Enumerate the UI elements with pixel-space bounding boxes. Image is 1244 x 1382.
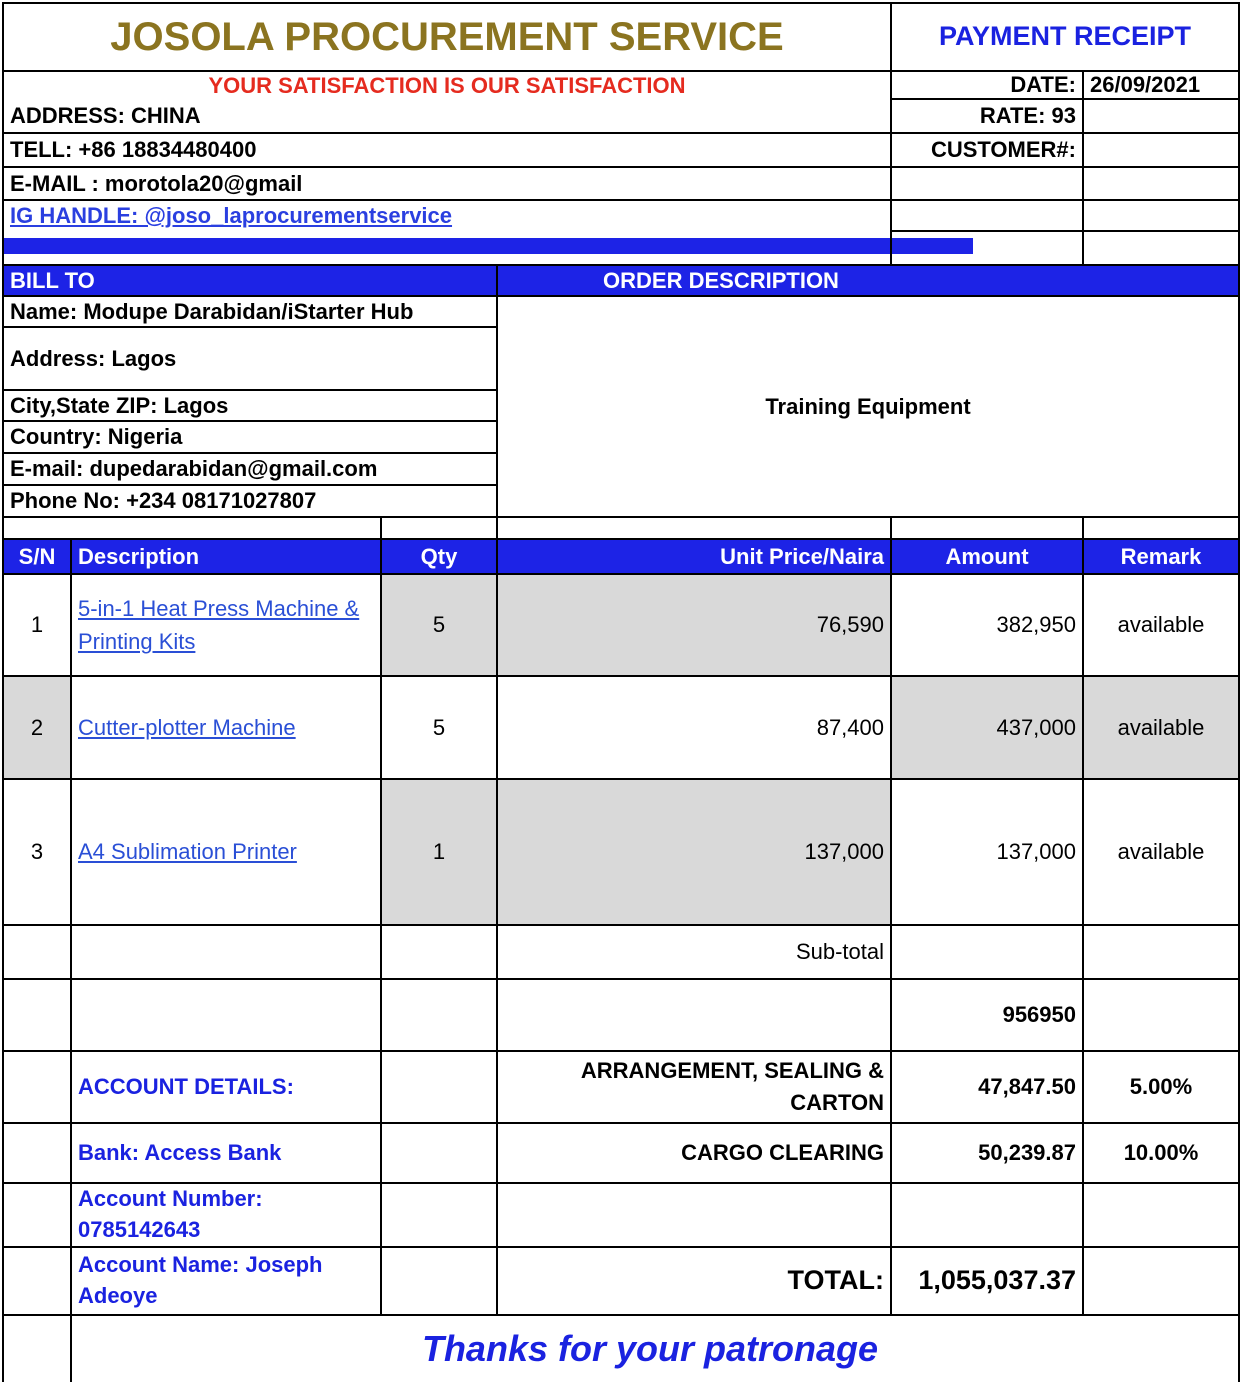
row3-remark: available: [1117, 839, 1205, 865]
col-header-sn: S/N: [18, 543, 56, 569]
row2-sn: 2: [30, 714, 44, 740]
cargo-value: 50,239.87: [978, 1140, 1076, 1166]
bill-to-header: BILL TO: [10, 267, 95, 293]
row3-qty: 1: [432, 839, 446, 865]
account-bank: Bank: Access Bank: [78, 1140, 282, 1166]
row1-description-link[interactable]: 5-in-1 Heat Press Machine & Printing Kits: [78, 596, 360, 654]
arrangement-value: 47,847.50: [978, 1074, 1076, 1100]
account-number: Account Number: 0785142643: [78, 1186, 263, 1242]
rate-label: RATE: 93: [979, 103, 1076, 129]
customer-label: CUSTOMER#:: [930, 137, 1076, 163]
company-name: JOSOLA PROCUREMENT SERVICE: [110, 15, 784, 59]
bill-to-address: Address: Lagos: [10, 345, 177, 371]
col-header-amount: Amount: [945, 543, 1029, 569]
date-value: 26/09/2021: [1090, 72, 1201, 98]
company-address: ADDRESS: CHINA: [10, 103, 201, 129]
row3-sn: 3: [30, 839, 44, 865]
bill-to-email: E-mail: dupedarabidan@gmail.com: [10, 456, 378, 482]
total-value: 1,055,037.37: [918, 1265, 1076, 1296]
row1-amount: 382,950: [996, 612, 1076, 638]
row3-amount: 137,000: [996, 839, 1076, 865]
row3-description-link[interactable]: A4 Sublimation Printer: [78, 839, 297, 865]
row1-remark: available: [1117, 612, 1205, 638]
row2-unit-price: 87,400: [816, 714, 884, 740]
bill-to-country: Country: Nigeria: [10, 424, 183, 450]
row1-unit-price: 76,590: [816, 612, 884, 638]
blue-separator-bar: [4, 238, 973, 254]
total-label: TOTAL:: [787, 1265, 884, 1296]
cargo-label: CARGO CLEARING: [681, 1140, 884, 1166]
company-motto: YOUR SATISFACTION IS OUR SATISFACTION: [208, 73, 686, 99]
receipt-title: PAYMENT RECEIPT: [938, 21, 1192, 52]
row2-amount: 437,000: [996, 714, 1076, 740]
date-label: DATE:: [1010, 72, 1076, 98]
row2-qty: 5: [432, 714, 446, 740]
account-details-header: ACCOUNT DETAILS:: [78, 1074, 294, 1100]
thanks-message: Thanks for your patronage: [421, 1327, 879, 1369]
col-header-description: Description: [78, 543, 200, 569]
arrangement-percent: 5.00%: [1129, 1074, 1193, 1100]
subtotal-label: Sub-total: [795, 939, 884, 965]
subtotal-value: 956950: [1002, 1002, 1076, 1028]
ig-handle-link[interactable]: IG HANDLE: @joso_laprocurementservice: [10, 203, 453, 229]
row1-qty: 5: [432, 612, 446, 638]
order-description-text: Training Equipment: [765, 393, 971, 419]
col-header-unit-price: Unit Price/Naira: [720, 543, 884, 569]
bill-to-phone: Phone No: +234 08171027807: [10, 488, 317, 514]
company-tel: TELL: +86 18834480400: [10, 137, 257, 163]
company-email: E-MAIL : morotola20@gmail: [10, 170, 303, 196]
col-header-remark: Remark: [1120, 543, 1202, 569]
bill-to-name: Name: Modupe Darabidan/iStarter Hub: [10, 298, 414, 324]
arrangement-label: ARRANGEMENT, SEALING & CARTON: [580, 1058, 884, 1115]
account-name: Account Name: Joseph Adeoye: [78, 1252, 323, 1308]
row1-sn: 1: [30, 612, 44, 638]
row2-description-link[interactable]: Cutter-plotter Machine: [78, 714, 296, 740]
col-header-qty: Qty: [420, 543, 458, 569]
row2-remark: available: [1117, 714, 1205, 740]
bill-to-city: City,State ZIP: Lagos: [10, 392, 229, 418]
order-description-header: ORDER DESCRIPTION: [603, 267, 839, 293]
row3-unit-price: 137,000: [804, 839, 884, 865]
cargo-percent: 10.00%: [1123, 1140, 1199, 1166]
